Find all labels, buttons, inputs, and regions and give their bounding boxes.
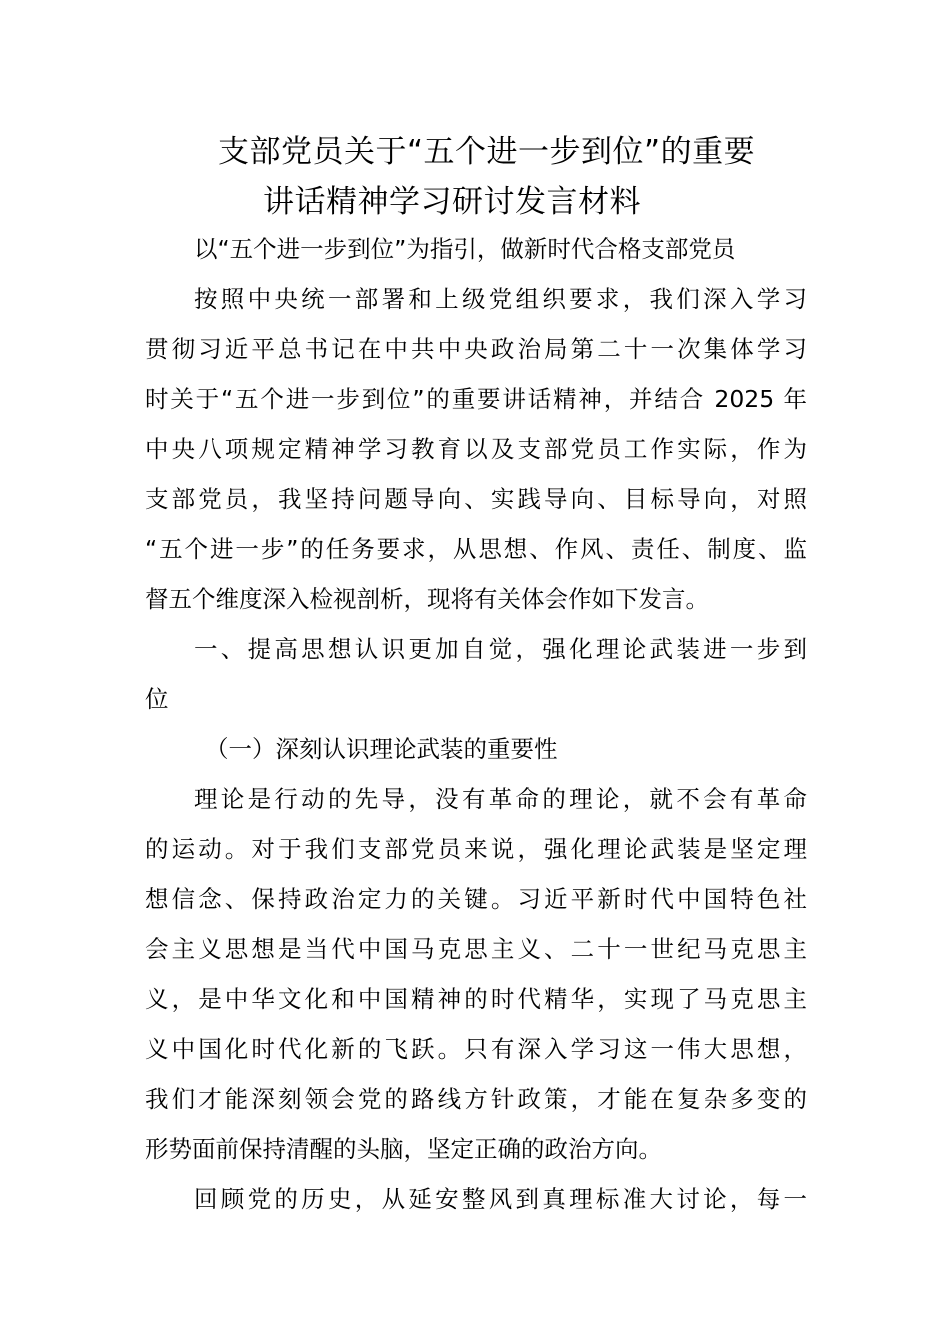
para1-line-2: 的运动。对于我们支部党员来说，强化理论武装是坚定理	[145, 835, 807, 863]
intro-line-1: 按照中央统一部署和上级党组织要求，我们深入学习	[194, 285, 807, 313]
para2-line-1: 回顾党的历史，从延安整风到真理标准大讨论，每一	[194, 1185, 807, 1213]
para1-line-5: 义，是中华文化和中国精神的时代精华，实现了马克思主	[145, 985, 807, 1013]
para1-line-6: 义中国化时代化新的飞跃。只有深入学习这一伟大思想，	[145, 1035, 807, 1063]
subsection1-heading: （一）深刻认识理论武装的重要性	[205, 735, 558, 763]
para1-line-4: 会主义思想是当代中国马克思主义、二十一世纪马克思主	[145, 935, 807, 963]
intro-line-5: 支部党员，我坚持问题导向、实践导向、目标导向，对照	[145, 485, 807, 513]
para1-line-7: 我们才能深刻领会党的路线方针政策，才能在复杂多变的	[145, 1085, 807, 1113]
intro-line-6: “五个进一步”的任务要求，从思想、作风、责任、制度、监	[145, 535, 807, 563]
para1-line-3: 想信念、保持政治定力的关键。习近平新时代中国特色社	[145, 885, 807, 913]
intro-line-2: 贯彻习近平总书记在中共中央政治局第二十一次集体学习	[145, 335, 807, 363]
document-title-line-2: 讲话精神学习研讨发言材料	[263, 184, 641, 220]
intro-line-3: 时关于“五个进一步到位”的重要讲话精神，并结合 2025 年	[145, 385, 807, 413]
para1-line-8: 形势面前保持清醒的头脑，坚定正确的政治方向。	[145, 1135, 662, 1163]
document-subtitle: 以“五个进一步到位”为指引，做新时代合格支部党员	[194, 235, 736, 263]
para1-line-1: 理论是行动的先导，没有革命的理论，就不会有革命	[194, 785, 807, 813]
section1-heading-line-2: 位	[145, 685, 169, 713]
intro-line-4: 中央八项规定精神学习教育以及支部党员工作实际，作为	[145, 435, 807, 463]
intro-line-7: 督五个维度深入检视剖析，现将有关体会作如下发言。	[145, 585, 709, 613]
document-title-line-1: 支部党员关于“五个进一步到位”的重要	[218, 134, 756, 170]
section1-heading-line-1: 一、提高思想认识更加自觉，强化理论武装进一步到	[194, 635, 807, 663]
